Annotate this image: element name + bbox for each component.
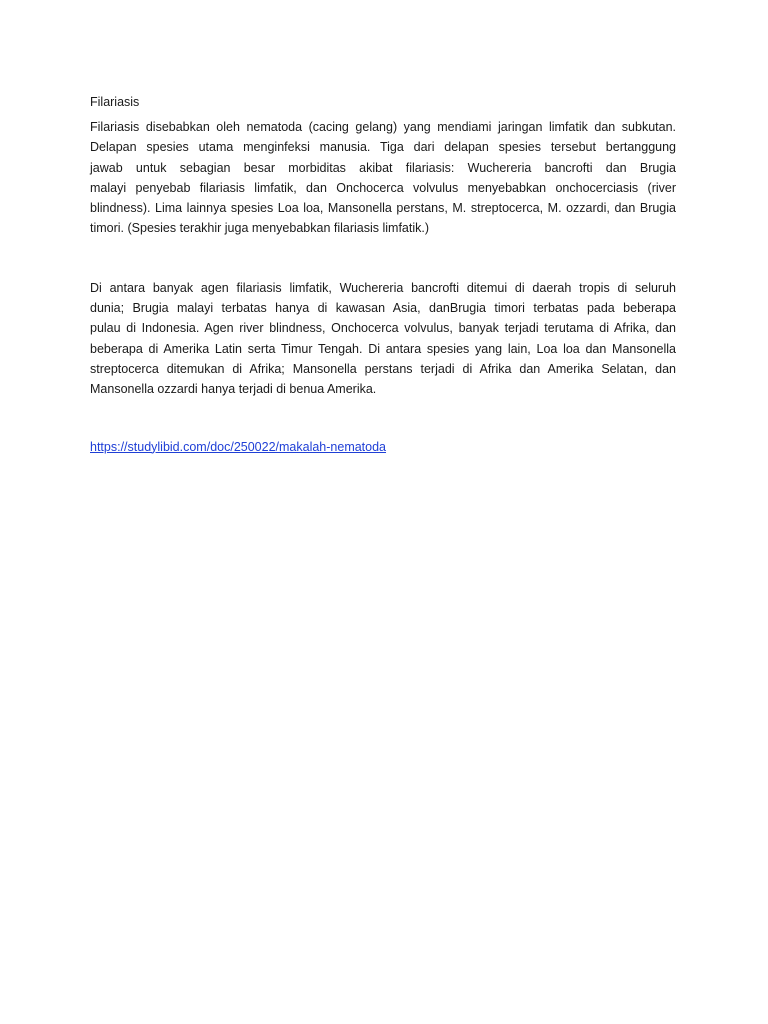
paragraph-2-line: Di antara banyak agen filariasis limfatik, Wuchereria bancrofti ditemui di daerah tropis di seluruh (90, 280, 676, 295)
paragraph-1-line: Delapan spesies utama menginfeksi manusia. Tiga dari delapan spesies tersebut bertanggung (90, 140, 676, 155)
paragraph-2-line: pulau di Indonesia. Agen river blindness, Onchocerca volvulus, banyak terjadi terutama di Afrika, dan (90, 321, 676, 336)
paragraph-2 (90, 278, 676, 400)
paragraph-1-line: Filariasis disebabkan oleh nematoda (cacing gelang) yang mendiami jaringan limfatik dan subkutan. (90, 120, 676, 134)
document-title: Filariasis (90, 95, 140, 109)
paragraph-1-line: blindness). Lima lainnya spesies Loa loa, Mansonella perstans, M. streptocerca, M. ozzardi, dan Brugia (90, 201, 676, 216)
paragraph-1-line: timori. (Spesies terakhir juga menyebabkan filariasis limfatik.) (90, 221, 430, 236)
paragraph-1-line: malayi penyebab filariasis limfatik, dan Onchocerca volvulus menyebabkan onchocerciasis (river (90, 180, 676, 195)
paragraph-2-line: streptocerca ditemukan di Afrika; Mansonella perstans terjadi di Afrika dan Amerika Selatan, dan (90, 361, 676, 376)
paragraph-2-line: Mansonella ozzardi hanya terjadi di benua Amerika. (90, 382, 377, 397)
paragraph-2-line: dunia; Brugia malayi terbatas hanya di kawasan Asia, danBrugia timori terbatas pada beberapa (90, 301, 676, 316)
spacer (90, 239, 676, 278)
spacer (90, 400, 676, 438)
paragraph-1 (90, 117, 676, 239)
source-link[interactable]: https://studylibid.com/doc/250022/makalah-nematoda (90, 439, 387, 454)
paragraph-2-line: beberapa di Amerika Latin serta Timur Tengah. Di antara spesies yang lain, Loa loa dan Mansonella (90, 341, 676, 356)
paragraph-1-line: jawab untuk sebagian besar morbiditas akibat filariasis: Wuchereria bancrofti dan Brugia (90, 160, 676, 175)
document-content (90, 93, 676, 456)
